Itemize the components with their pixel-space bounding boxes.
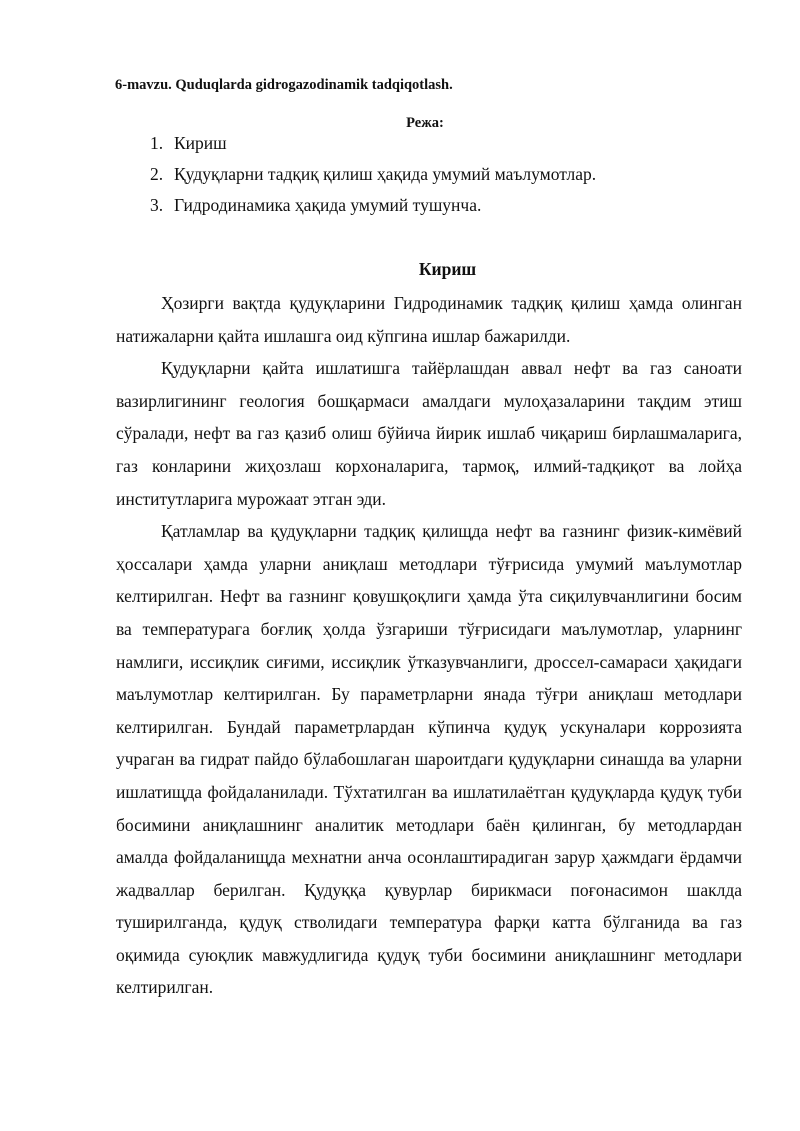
- plan-list: [150, 128, 596, 221]
- plan-item-text: Қудуқларни тадқиқ қилиш ҳақида умумий маълумотлар.: [174, 164, 597, 184]
- paragraph: Қудуқларни қайта ишлатишга тайёрлашдан аввал нефт ва газ саноати вазирлигининг геология бошқармаси амалдаги мулоҳазаларини тақдим этиш сўралади, нефт ва газ қазиб олиш бўйича йирик ишлаб чиқариш бирлашмаларига, газ конларини жиҳозлаш корхоналарига, тармоқ, илмий-тадқиқот ва лойҳа институтларига мурожаат этган эди.: [116, 358, 742, 509]
- plan-item: [150, 128, 596, 159]
- paragraph: Қатламлар ва қудуқларни тадқиқ қилищда нефт ва газнинг физик-кимёвий ҳоссалари ҳамда уларни аниқлаш методлари тўғрисида умумий маълумотлар келтирилган. Нефт ва газнинг қовушқоқлиги ҳамда ўта сиқилувчанлигини босим ва температурага боғлиқ ҳолда ўзгариши тўғрисидаги маълумотлар, уларнинг намлиги, иссиқлик сиғими, иссиқлик ўтказувчанлиги, дроссел-самараси ҳақидаги маълумотлар келтирилган. Бу параметрларни янада тўғри аниқлаш методлари келтирилган. Бундай параметрлардан кўпинча қудуқ ускуналари коррозията учраган ва гидрат пайдо бўлабошлаган шароитдаги қудуқларни синашда ва уларни ишлатищда фойдаланилади. Тўхтатилган ва ишлатилаётган қудуқларда қудуқ туби босимини аниқлашнинг аналитик методлари баён қилинган, бу методлардан амалда фойдаланищда мехнатни анча осонлаштирадиган зарур ҳажмдаги ёрдамчи жадваллар берилган. Қудуққа қувурлар бирикмаси поғонасимон шаклда туширилганда, қудуқ стволидаги температура фарқи катта бўлганида ва газ оқимида суюқлик мавжудлигида қудуқ туби босимини аниқлашнинг методлари келтирилган.: [116, 521, 742, 998]
- plan-title: Режа:: [406, 115, 444, 131]
- plan-item: [150, 190, 596, 221]
- plan-item: [150, 159, 596, 190]
- topic-title: 6-mavzu. Quduqlarda gidrogazodinamik tadqiqotlash.: [115, 77, 453, 93]
- plan-item-number: 3.: [150, 195, 164, 215]
- plan-item-text: Кириш: [174, 133, 227, 153]
- plan-item-text: Гидродинамика ҳақида умумий тушунча.: [174, 195, 482, 215]
- plan-item-number: 2.: [150, 164, 164, 184]
- paragraph: Ҳозирги вақтда қудуқларини Гидродинамик тадқиқ қилиш ҳамда олинган натижаларни қайта ишлашга оид кўпгина ишлар бажарилди.: [116, 293, 742, 346]
- body-text: [116, 287, 742, 1004]
- section-heading: Кириш: [418, 259, 477, 279]
- plan-item-number: 1.: [150, 133, 164, 153]
